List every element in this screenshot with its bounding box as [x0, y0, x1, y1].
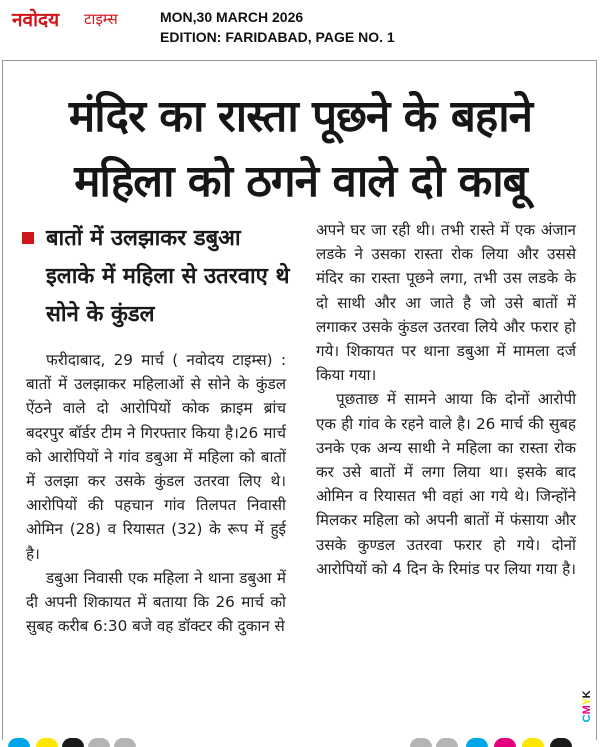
registration-dot: [466, 738, 488, 747]
cmyk-print-mark: [581, 690, 595, 722]
logo-main-text: नवोदय: [12, 9, 60, 31]
article-column-right: [316, 218, 576, 581]
registration-dot: [36, 738, 58, 747]
newspaper-logo[interactable]: [12, 6, 142, 32]
registration-dot: [88, 738, 110, 747]
logo-sub-text: टाइम्स: [84, 10, 118, 28]
article-headline: [0, 84, 601, 214]
body-paragraph: अपने घर जा रही थी। तभी रास्ते में एक अंजान लडके ने उसका रास्ता रोक लिया और उससे मंदिर का रास्ता पूछने लगा, तभी उस लडके के दो साथी और आ जाते है जो उसे बातों में लगाकर उसके कुंडल उतरवा लिये और फरार हो गये। शिकायत पर थाना डबुआ में मामला दर्ज किया गया।: [316, 221, 576, 385]
registration-dot: [114, 738, 136, 747]
body-paragraph: फरीदाबाद, 29 मार्च ( नवोदय टाइम्स) : बातों में उलझाकर महिलाओं से सोने के कुंडल ऐंठने वाले दो आरोपियों कोक क्राइम ब्रांच बदरपुर बॉर्डर टीम ने गिरफ्तार किया है।26 मार्च को आरोपियों ने गांव डबुआ में महिला को बातों में उलझा कर उसके कुंडल उतरवा लिए थे। आरोपियों की पहचान गांव तिलपत निवासी ओमिन (28) व रियासत (32) के रूप में हुई है।: [26, 351, 286, 563]
article-column-left: [26, 348, 286, 638]
registration-dot: [522, 738, 544, 747]
registration-dot: [8, 738, 30, 747]
registration-dot: [494, 738, 516, 747]
edition-page: EDITION: FARIDABAD, PAGE NO. 1: [160, 29, 395, 45]
registration-dot: [436, 738, 458, 747]
subhead-text: बातों में उलझाकर डबुआ इलाके में महिला से उतरवाए थे सोने के कुंडल: [46, 226, 290, 327]
issue-date: MON,30 MARCH 2026: [160, 9, 304, 25]
body-paragraph: डबुआ निवासी एक महिला ने थाना डबुआ में दी अपनी शिकायत में बताया कि 26 मार्च को सुबह करीब 6:30 बजे वह डॉक्टर की दुकान से: [26, 568, 286, 636]
headline-line-1: मंदिर का रास्ता पूछने के बहाने: [68, 91, 533, 142]
edition-info: [160, 7, 395, 47]
cmyk-label: CMYK: [581, 690, 593, 723]
body-paragraph: पूछताछ में सामने आया कि दोनों आरोपी एक ही गांव के रहने वाले है। 26 मार्च की सुबह उनके एक अन्य साथी ने महिला का रास्ता रोक कर उसे बातों में लगा लिया था। इसके बाद ओमिन व रियासत भी वहां आ गये थे। जिन्होंने मिलकर महिला को अपनी बातों में फंसाया और उसके कुण्डल उतरवा फरार हो गये। दोनों आरोपियों को 4 दिन के रिमांड पर लिया गया है।: [316, 390, 576, 578]
registration-bar: [0, 738, 601, 747]
headline-line-2: महिला को ठगने वाले दो काबू: [74, 156, 527, 207]
registration-dot: [62, 738, 84, 747]
registration-dot: [550, 738, 572, 747]
article-subhead: [20, 220, 292, 334]
masthead: [0, 0, 601, 60]
registration-dot: [410, 738, 432, 747]
